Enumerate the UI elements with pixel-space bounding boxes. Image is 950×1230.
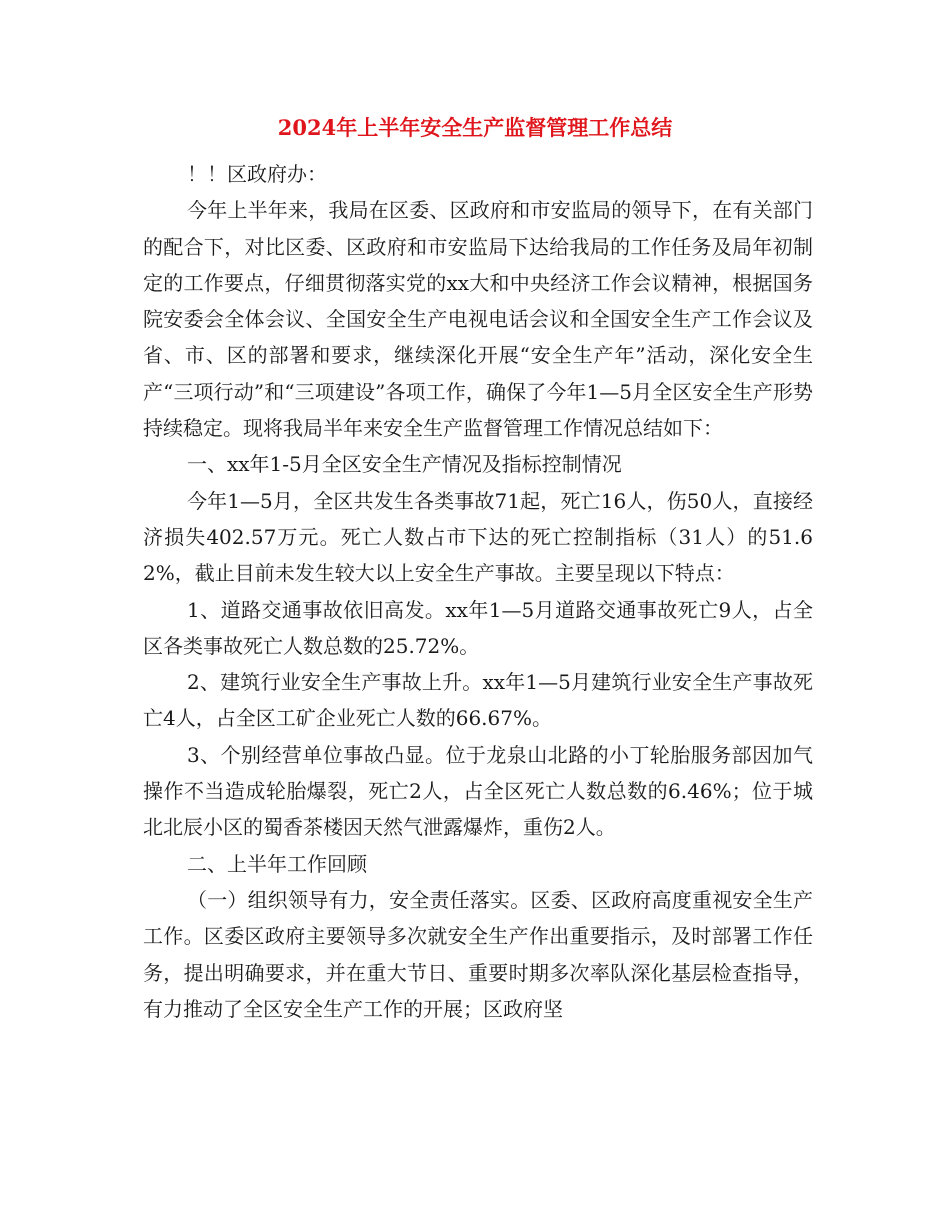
feature-item-1: 1、道路交通事故依旧高发。xx年1—5月道路交通事故死亡9人，占全区各类事故死亡人数总数的25.72%。 [143,597,813,658]
review-paragraph-1: （一）组织领导有力，安全责任落实。区委、区政府高度重视安全生产工作。区委区政府主要领导多次就安全生产作出重要指示，及时部署工作任务，提出明确要求，并在重大节日、重要时期多次率队深化基层检查指导，有力推动了全区安全生产工作的开展；区政府坚 [143,887,813,1021]
salutation: ！！区政府办： [187,162,327,186]
feature-item-2: 2、建筑行业安全生产事故上升。xx年1—5月建筑行业安全生产事故死亡4人，占全区工矿企业死亡人数的66.67%。 [143,670,813,731]
section-heading-1: 一、xx年1-5月全区安全生产情况及指标控制情况 [187,452,622,477]
intro-paragraph: 今年上半年来，我局在区委、区政府和市安监局的领导下，在有关部门的配合下，对比区委、区政府和市安监局下达给我局的工作任务及局年初制定的工作要点，仔细贯彻落实党的xx大和中央经济工作会议精神，根据国务院安委会全体会议、全国安全生产电视电话会议和全国安全生产工作会议及省、市、区的部署和要求，继续深化开展“安全生产年”活动，深化安全生产“三项行动”和“三项建设”各项工作，确保了今年1—5月全区安全生产形势持续稳定。现将我局半年来安全生产监督管理工作情况总结如下： [143,198,813,441]
statistics-paragraph: 今年1—5月，全区共发生各类事故71起，死亡16人，伤50人，直接经济损失402.57万元。死亡人数占市下达的死亡控制指标（31人）的51.62%，截止目前未发生较大以上安全生产事故。主要呈现以下特点： [143,488,813,586]
section-heading-2: 二、上半年工作回顾 [187,851,367,876]
document-title: 2024年上半年安全生产监督管理工作总结 [277,115,673,140]
document-body [143,156,813,1027]
feature-item-3: 3、个别经营单位事故凸显。位于龙泉山北路的小丁轮胎服务部因加气操作不当造成轮胎爆裂，死亡2人，占全区死亡人数总数的6.46%；位于城北北辰小区的蜀香茶楼因天然气泄露爆炸，重伤2人。 [143,742,813,840]
